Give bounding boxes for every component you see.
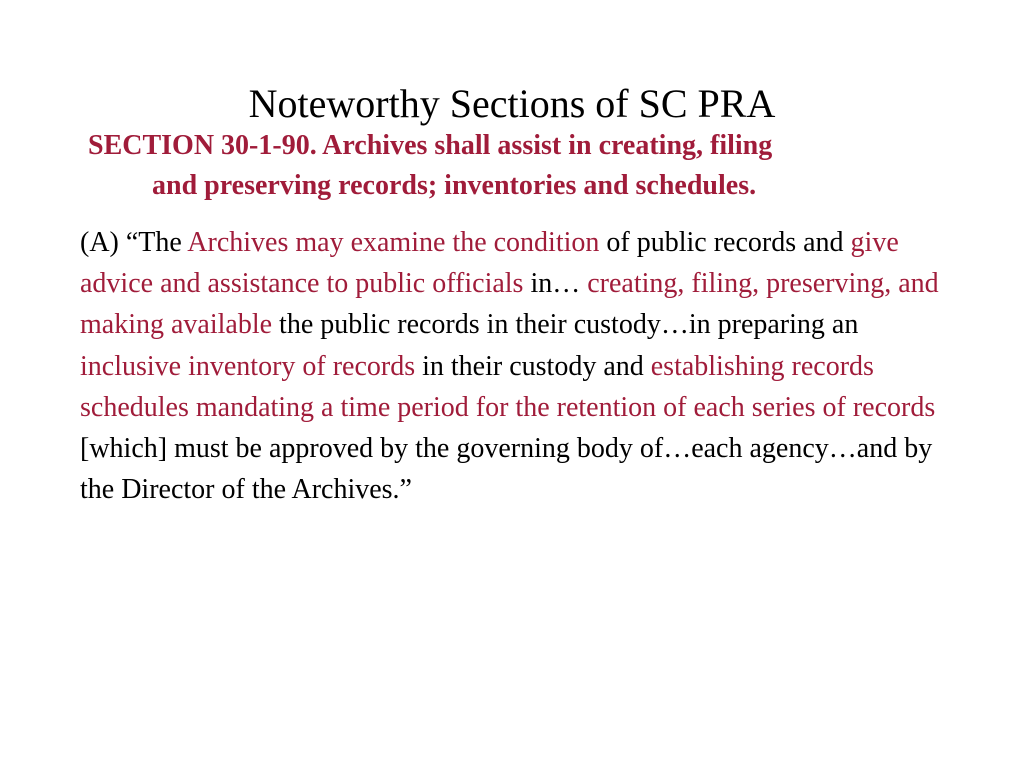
body-highlight: give advice and assistance to public officials: [80, 227, 899, 300]
body-segment: the public records in their custody…in preparing an: [272, 309, 859, 341]
body-highlight: inclusive inventory of records: [80, 350, 416, 382]
body-segment: in their custody and: [415, 350, 651, 382]
body-segment: in…: [523, 268, 588, 300]
section-heading: [88, 126, 948, 206]
section-heading-line-1: SECTION 30-1-90. Archives shall assist in creating, filing: [88, 130, 773, 161]
body-highlight: creating, filing, preserving, and making available: [80, 268, 939, 341]
body-highlight: establishing records schedules mandating a time period for the retention of each series of records: [80, 350, 936, 423]
slide-title: Noteworthy Sections of SC PRA: [248, 81, 776, 126]
body-segment: of public records and: [599, 227, 851, 258]
section-heading-line-2: and preserving records; inventories and schedules.: [152, 170, 757, 201]
body-highlight: Archives may examine the condition: [187, 227, 600, 258]
body-segment: (A) “The: [80, 227, 188, 258]
section-body-text: [80, 222, 940, 510]
body-segment: [which] must be approved by the governing body of…each agency…and by the Director of the Archives.”: [80, 433, 933, 506]
